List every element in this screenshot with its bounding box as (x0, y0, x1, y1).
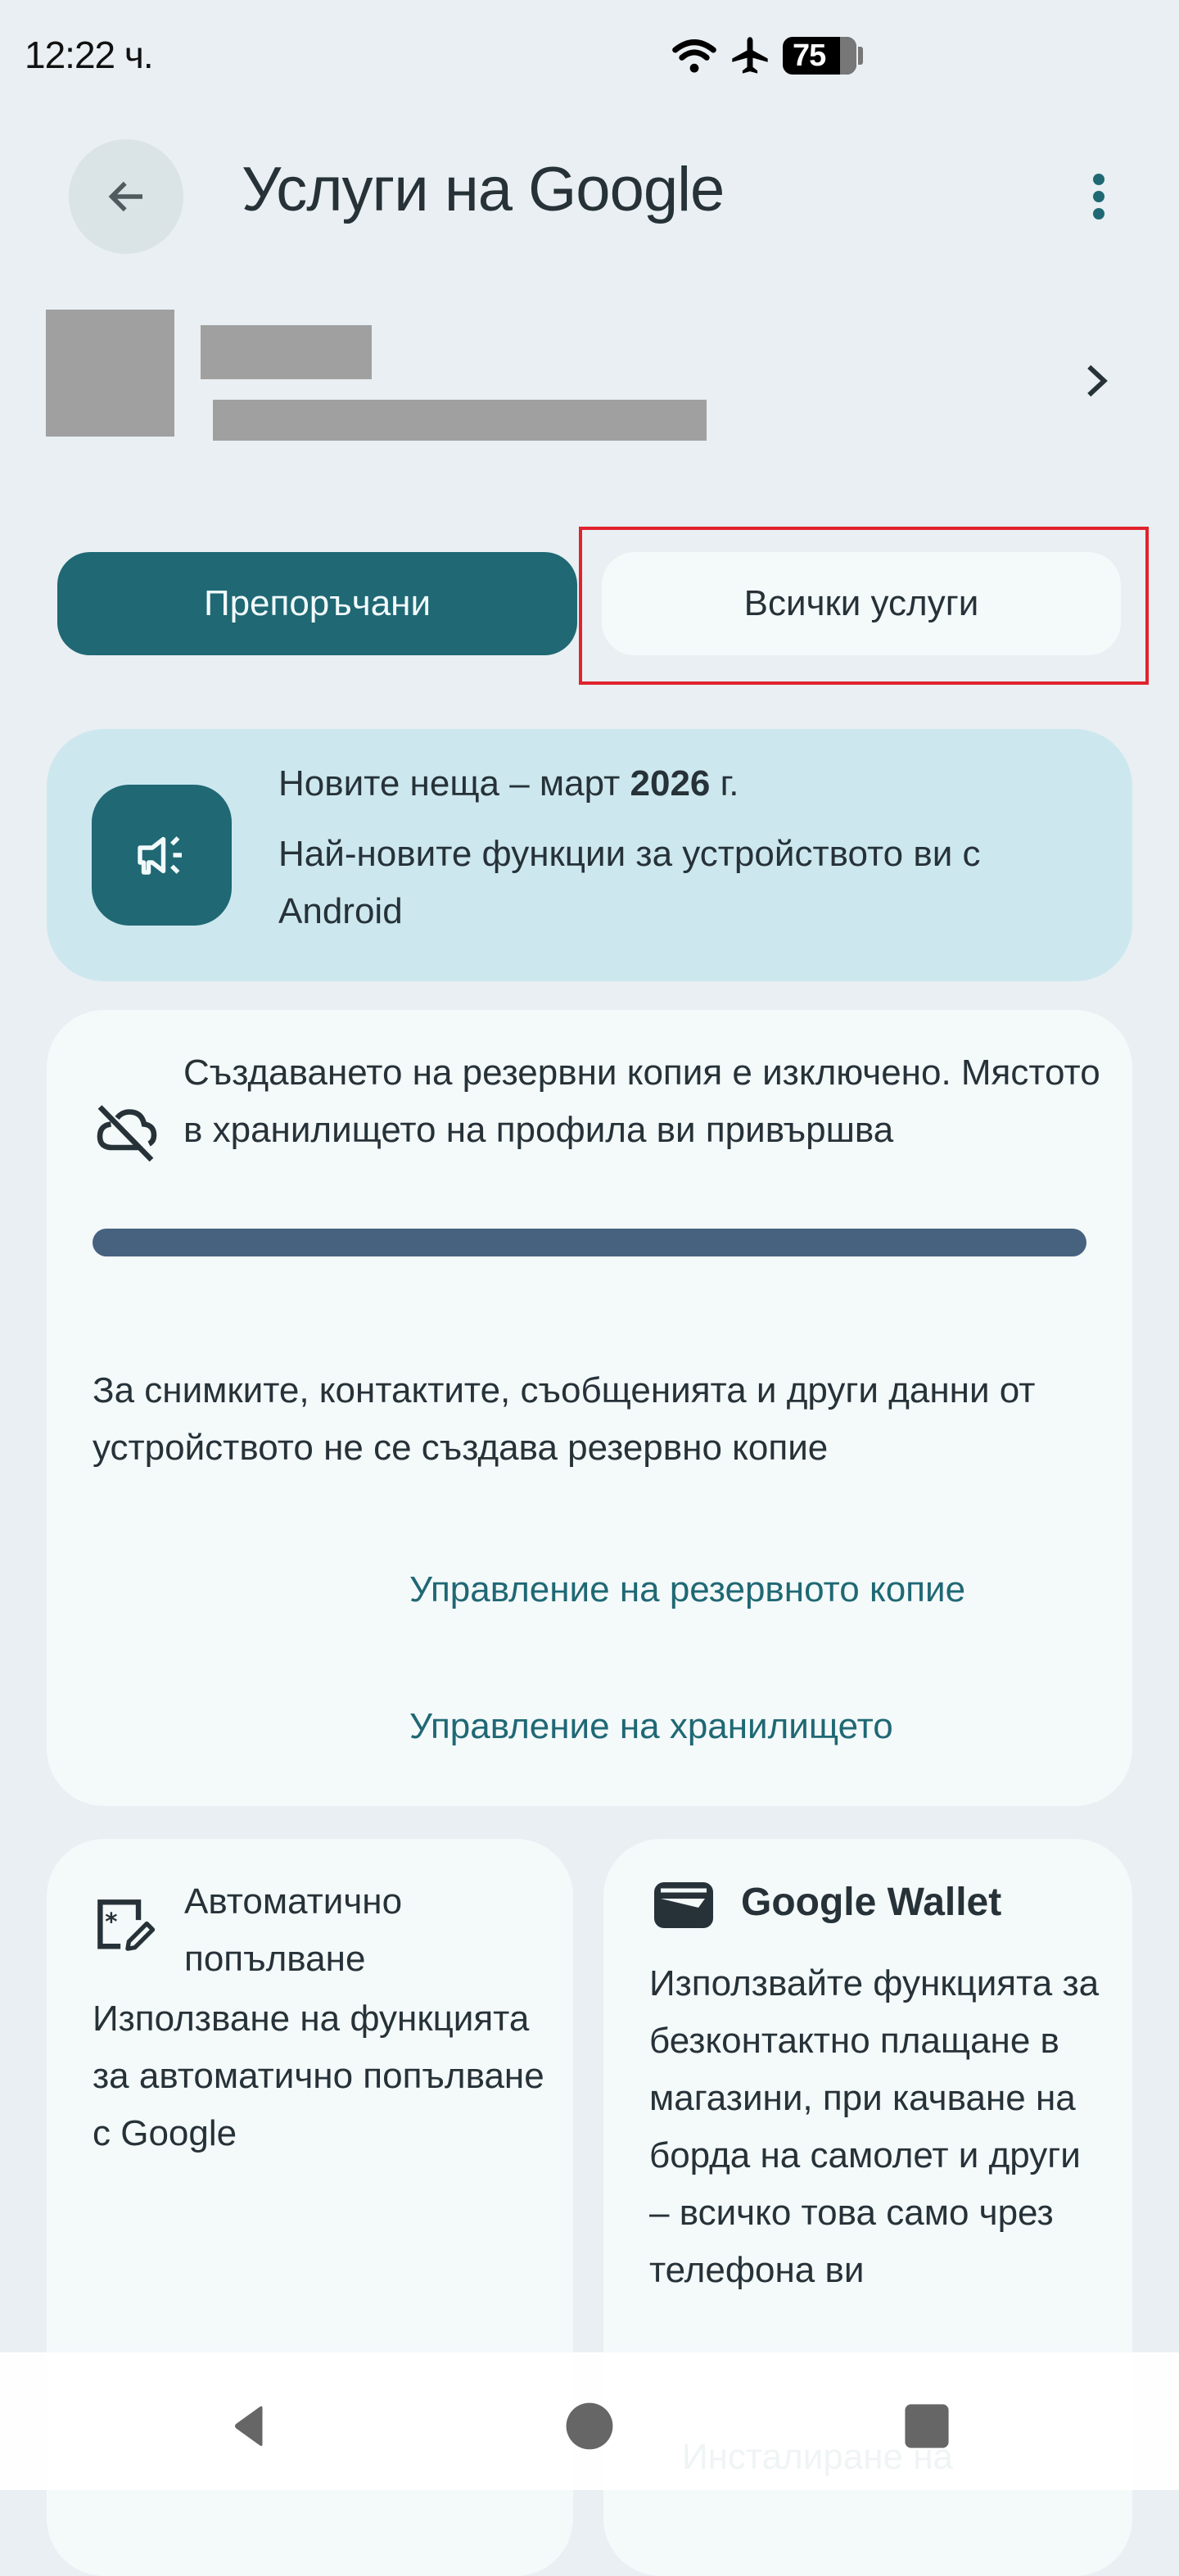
cloud-off-icon (93, 1102, 161, 1164)
battery-percent: 75 (793, 38, 826, 73)
back-button[interactable] (69, 139, 183, 254)
account-avatar-redacted[interactable] (46, 310, 174, 437)
wallet-description: Използвайте функцията за безконтактно плащане в магазини, при качване на борда на самолет и други – всичко това само чрез телефона ви (649, 1963, 1100, 2290)
more-vert-icon-dot (1093, 208, 1104, 220)
svg-text:*: * (105, 1907, 118, 1935)
more-vert-icon-dot (1093, 174, 1104, 185)
chevron-right-icon (1085, 363, 1109, 399)
whats-new-card[interactable] (47, 729, 1132, 981)
manage-backup-link[interactable]: Управление на резервното копие (409, 1569, 966, 1609)
status-icons (671, 31, 863, 80)
announcement-title-prefix: Новите неща – март (278, 763, 630, 804)
tab-recommended[interactable]: Препоръчани (57, 552, 577, 655)
more-options-button[interactable] (1079, 164, 1118, 229)
account-email-redacted (213, 400, 707, 441)
campaign-megaphone-icon (133, 826, 192, 885)
announcement-title-year: 2026 (630, 763, 711, 804)
battery-tip (858, 47, 863, 65)
announcement-title (278, 763, 739, 804)
nav-home-circle-icon (564, 2401, 615, 2452)
airplane-mode-icon (729, 34, 771, 77)
storage-progress-bar (93, 1229, 1086, 1256)
autofill-description: Използване на функцията за автоматично попълване с Google (93, 1999, 544, 2153)
nav-home-button[interactable] (557, 2393, 622, 2459)
arrow-back-icon (102, 172, 151, 221)
wallet-title: Google Wallet (741, 1881, 1002, 1924)
announcement-icon-box (92, 785, 232, 926)
nav-recents-button[interactable] (894, 2393, 960, 2459)
backup-description: За снимките, контактите, съобщенията и други данни от устройството не се създава резервно копие (93, 1370, 1036, 1468)
status-time: 12:22 ч. (25, 34, 153, 76)
nav-back-button[interactable] (217, 2393, 282, 2459)
autofill-title: Автоматично попълване (184, 1881, 403, 1979)
autofill-password-edit-icon (94, 1896, 156, 1954)
nav-back-triangle-icon (224, 2401, 275, 2452)
announcement-subtitle: Най-новите функции за устройството ви с Android (278, 834, 981, 931)
account-open-button[interactable] (1073, 352, 1122, 410)
page-title: Услуги на Google (242, 155, 725, 224)
battery-icon (783, 37, 856, 75)
nav-recents-square-icon (903, 2402, 951, 2450)
backup-status-title: Създаването на резервни копия е изключено. Мястото в хранилището на профила ви привършва (183, 1053, 1100, 1150)
more-vert-icon-dot (1093, 191, 1104, 202)
system-navigation-bar (0, 2352, 1179, 2490)
backup-card (47, 1010, 1132, 1806)
wifi-icon (671, 36, 717, 75)
account-name-redacted (201, 325, 372, 379)
wallet-icon (654, 1881, 713, 1929)
tab-all-services[interactable]: Всички услуги (602, 552, 1121, 655)
manage-storage-link[interactable]: Управление на хранилището (409, 1706, 893, 1746)
announcement-title-suffix: г. (710, 763, 739, 804)
